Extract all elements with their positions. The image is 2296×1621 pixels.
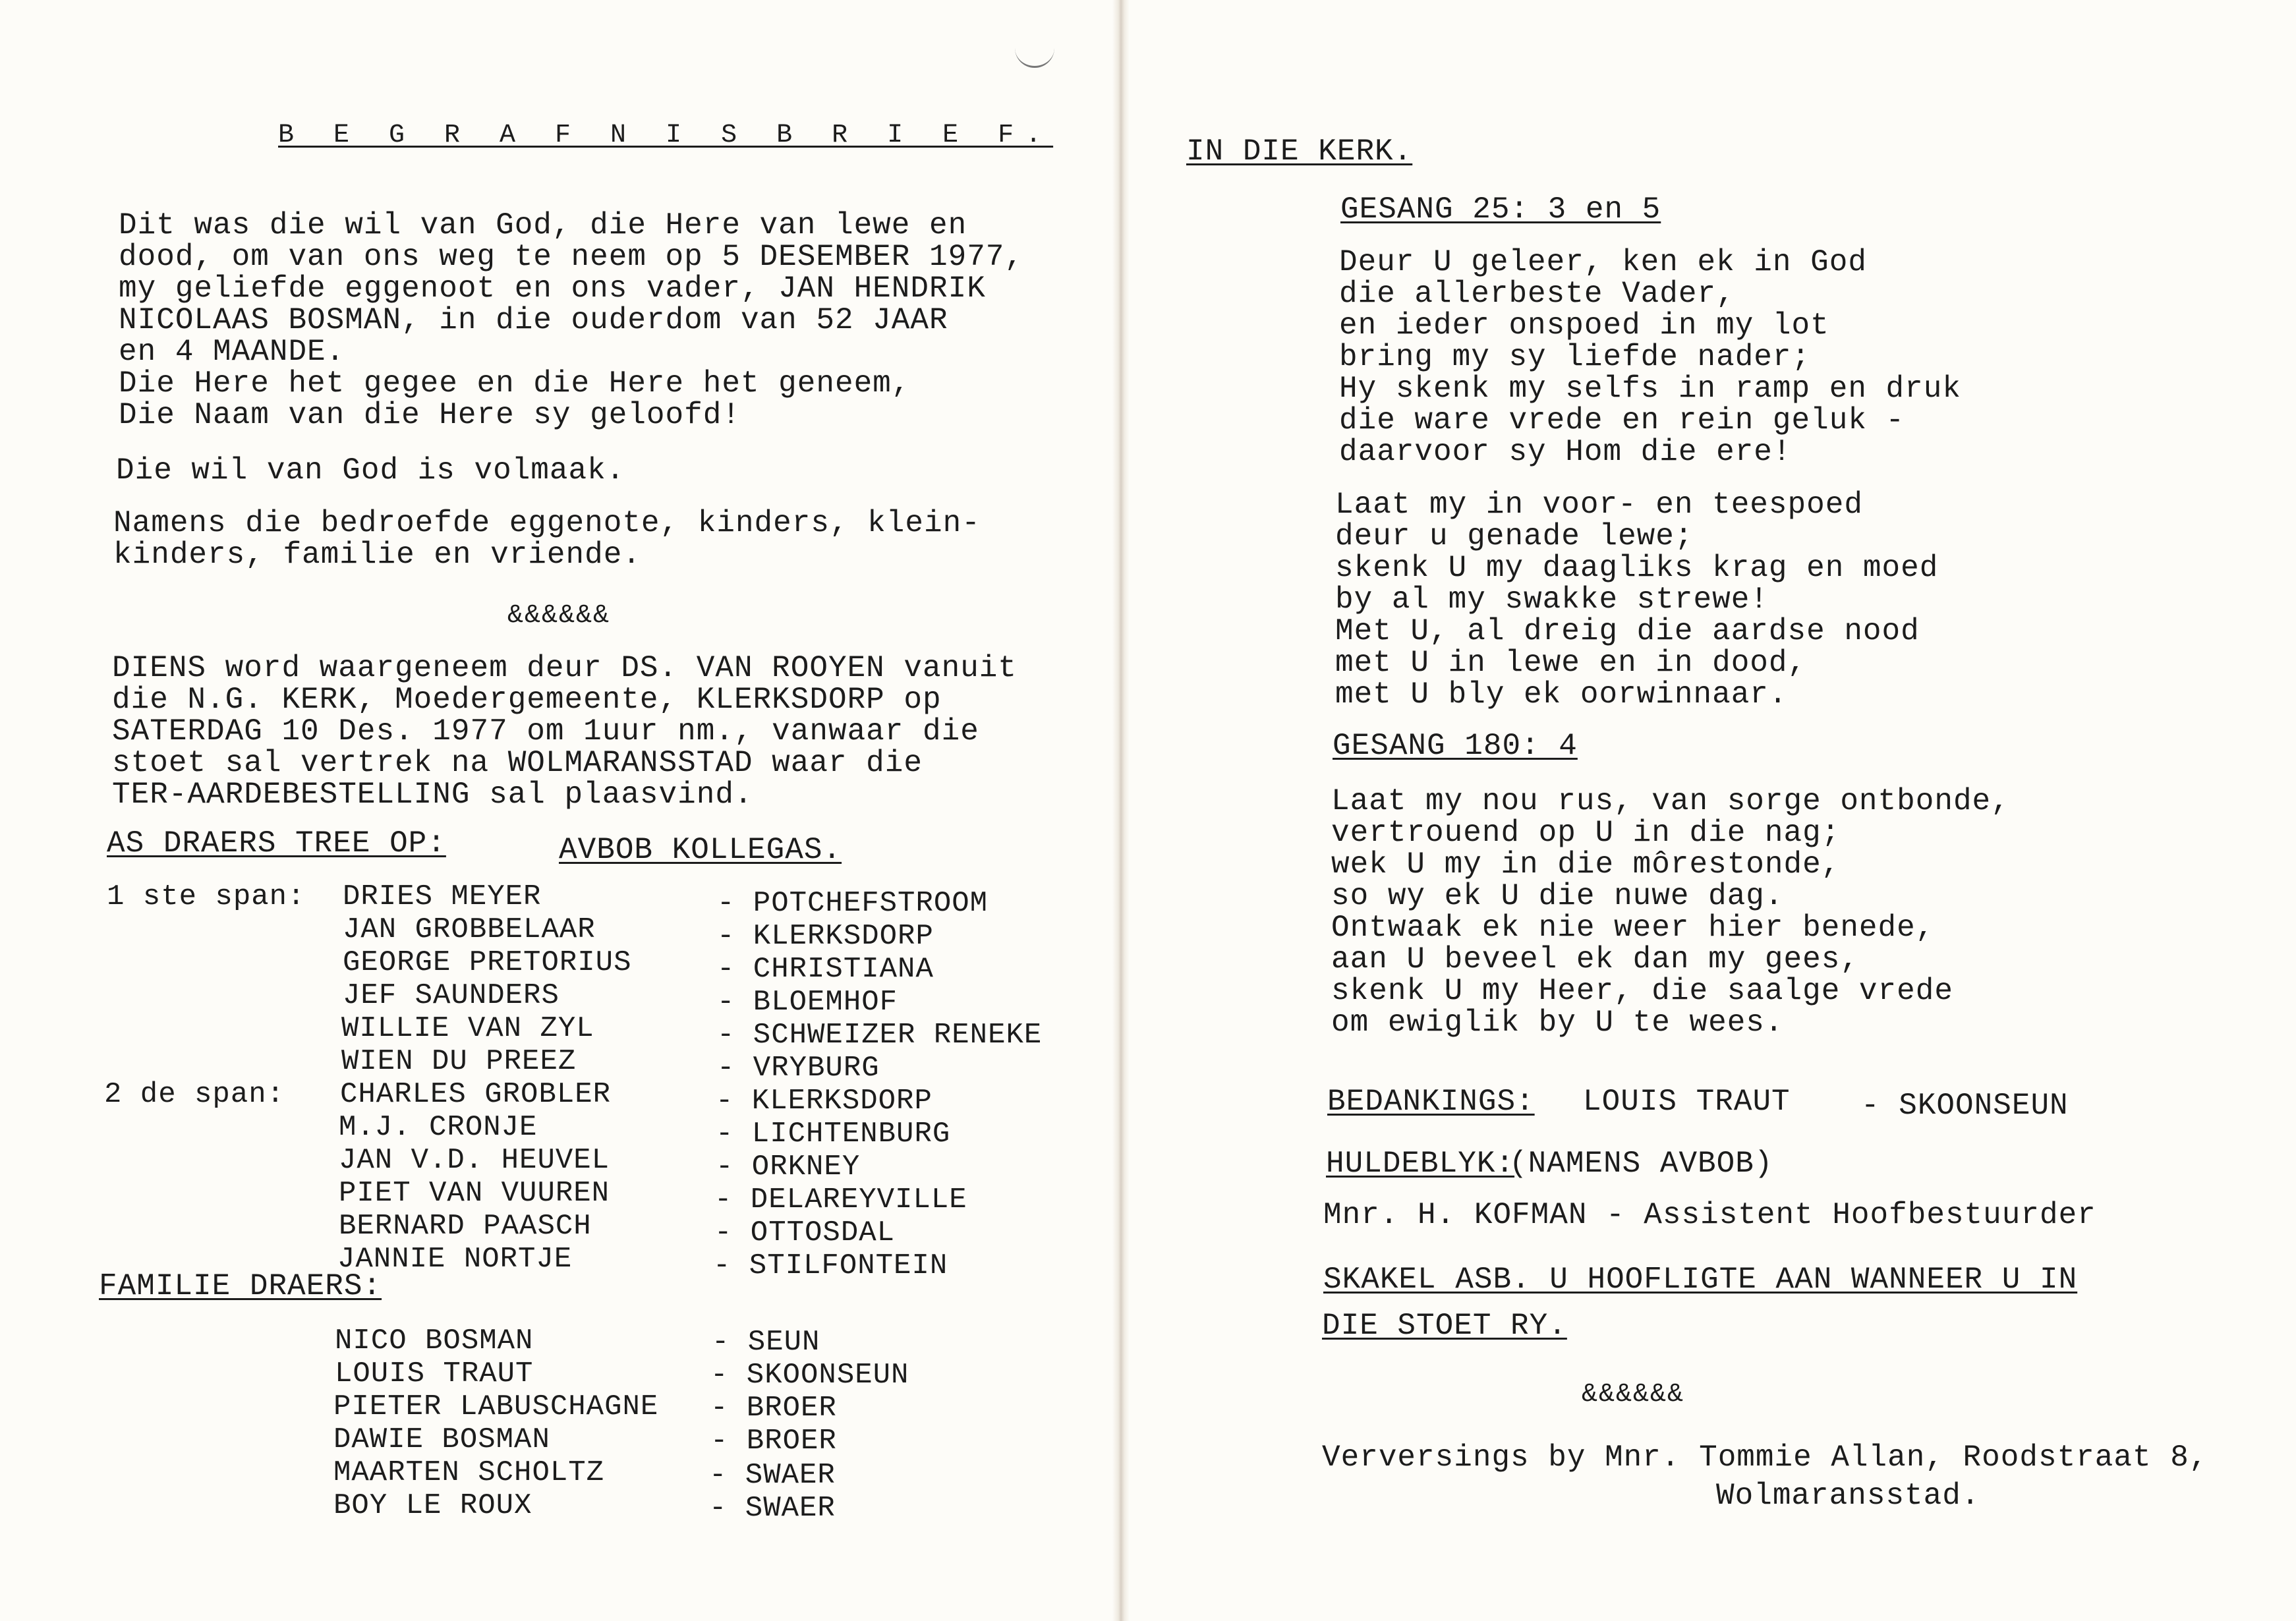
verse-line: skenk U my Heer, die saalge vrede: [1331, 974, 1953, 1008]
pallbearer-name: WIEN DU PREEZ: [341, 1045, 577, 1078]
span2-label: 2 de span:: [104, 1078, 285, 1111]
diens-line: die N.G. KERK, Moedergemeente, KLERKSDORP op: [112, 683, 942, 717]
pallbearer-name: JAN GROBBELAAR: [343, 913, 596, 946]
diens-line: TER-AARDEBESTELLING sal plaasvind.: [112, 778, 753, 812]
gesang1-verse2: [1335, 489, 1938, 710]
intro-line: Dit was die wil van God, die Here van lewe en: [119, 208, 967, 242]
family-bearer-name: PIETER LABUSCHAGNE: [333, 1390, 659, 1423]
verse-line: skenk U my daagliks krag en moed: [1335, 551, 1939, 585]
pallbearer-place: - ORKNEY: [716, 1151, 861, 1183]
family-bearer-relation: - SWAER: [709, 1492, 836, 1525]
familie-heading: FAMILIE DRAERS:: [99, 1269, 382, 1303]
verse-line: wek U my in die môrestonde,: [1331, 847, 1841, 882]
verse-line: Met U, al dreig die aardse nood: [1335, 614, 1920, 648]
family-bearer-name: DAWIE BOSMAN: [333, 1423, 550, 1456]
pallbearer-name: JEF SAUNDERS: [343, 979, 560, 1012]
diens-line: SATERDAG 10 Des. 1977 om 1uur nm., vanwaar die: [112, 714, 979, 749]
pallbearer-place: - CHRISTIANA: [717, 953, 934, 986]
intro-line: dood, om van ons weg te neem op 5 DESEMBER 1977,: [119, 240, 1024, 274]
pallbearer-place: - SCHWEIZER RENEKE: [717, 1019, 1043, 1052]
document-title: B E G R A F N I S B R I E F.: [278, 121, 1054, 150]
verse-line: Laat my in voor- en teespoed: [1335, 488, 1863, 522]
huldeblyk-note: (NAMENS AVBOB): [1509, 1147, 1773, 1181]
family-bearer-name: MAARTEN SCHOLTZ: [333, 1456, 605, 1489]
verse-line: Hy skenk my selfs in ramp en druk: [1339, 372, 1961, 406]
verversings-line-1: Verversings by Mnr. Tommie Allan, Roodstraat 8,: [1322, 1440, 2208, 1475]
intro-line: Die Here het gegee en die Here het geneem,: [119, 366, 911, 401]
verse-line: aan U beveel ek dan my gees,: [1331, 942, 1859, 977]
pallbearer-name: JANNIE NORTJE: [337, 1243, 573, 1276]
verse-line: en ieder onspoed in my lot: [1339, 308, 1829, 343]
gesang1-title: GESANG 25: 3 en 5: [1340, 192, 1661, 227]
family-bearer-name: LOUIS TRAUT: [335, 1357, 534, 1390]
verse-line: vertrouend op U in die nag;: [1331, 816, 1841, 850]
verversings-line-2: Wolmaransstad.: [1716, 1479, 1980, 1513]
skakel-line-2: DIE STOET RY.: [1322, 1309, 1567, 1343]
gesang2-title: GESANG 180: 4: [1333, 729, 1578, 763]
verse-line: by al my swakke strewe!: [1335, 583, 1769, 617]
pallbearer-name: BERNARD PAASCH: [339, 1210, 592, 1243]
pallbearer-place: - DELAREYVILLE: [714, 1183, 967, 1216]
right-page: [1120, 0, 2296, 1621]
intro-paragraph: [119, 210, 1023, 431]
namens-line: Namens die bedroefde eggenote, kinders, klein-: [113, 506, 981, 540]
pallbearer-place: - POTCHEFSTROOM: [717, 887, 989, 920]
pallbearer-place: - STILFONTEIN: [713, 1249, 948, 1282]
intro-line: Die Naam van die Here sy geloofd!: [119, 398, 741, 432]
pallbearer-name: M.J. CRONJE: [339, 1111, 538, 1144]
family-bearer-relation: - SEUN: [712, 1326, 820, 1359]
separator: &&&&&&: [1582, 1380, 1685, 1409]
family-bearer-relation: - BROER: [710, 1425, 837, 1458]
pallbearer-name: GEORGE PRETORIUS: [343, 946, 632, 979]
verse-line: deur u genade lewe;: [1335, 519, 1694, 554]
diens-paragraph: [112, 652, 1017, 810]
pallbearer-place: - OTTOSDAL: [714, 1216, 896, 1249]
kofman-line: Mnr. H. KOFMAN - Assistent Hoofbestuurder: [1323, 1198, 2096, 1232]
verse-line: met U in lewe en in dood,: [1335, 646, 1807, 680]
family-bearer-relation: - SWAER: [709, 1459, 836, 1492]
pallbearer-name: PIET VAN VUUREN: [339, 1177, 610, 1210]
namens-line: kinders, familie en vriende.: [113, 538, 641, 572]
bedankings-relation: - SKOONSEUN: [1861, 1089, 2069, 1123]
bedankings-name: LOUIS TRAUT: [1583, 1085, 1791, 1119]
verse-line: die ware vrede en rein geluk -: [1339, 403, 1905, 438]
pallbearer-place: - VRYBURG: [717, 1052, 880, 1085]
family-bearer-name: NICO BOSMAN: [335, 1324, 534, 1357]
diens-line: stoet sal vertrek na WOLMARANSSTAD waar die: [112, 746, 923, 780]
diens-line: DIENS word waargeneem deur DS. VAN ROOYEN vanuit: [112, 651, 1018, 685]
gesang1-verse1: [1339, 246, 1961, 468]
verse-line: so wy ek U die nuwe dag.: [1331, 879, 1784, 913]
namens-paragraph: [113, 507, 981, 571]
bedankings-label: BEDANKINGS:: [1327, 1085, 1535, 1119]
pallbearer-place: - KLERKSDORP: [716, 1085, 933, 1118]
separator: &&&&&&: [507, 601, 611, 631]
huldeblyk-label: HULDEBLYK:: [1326, 1147, 1515, 1181]
verse-line: daarvoor sy Hom die ere!: [1339, 435, 1792, 469]
skakel-line-1: SKAKEL ASB. U HOOFLIGTE AAN WANNEER U IN: [1323, 1263, 2078, 1297]
intro-line: en 4 MAANDE.: [119, 335, 345, 369]
verse-line: om ewiglik by U te wees.: [1331, 1006, 1784, 1040]
verse-line: Ontwaak ek nie weer hier benede,: [1331, 911, 1935, 945]
pallbearer-name: JAN V.D. HEUVEL: [339, 1144, 610, 1177]
left-page: [0, 0, 1120, 1621]
intro-line: NICOLAAS BOSMAN, in die ouderdom van 52 JAAR: [119, 303, 948, 337]
verse-line: Laat my nou rus, van sorge ontbonde,: [1331, 784, 2010, 818]
family-bearer-relation: - SKOONSEUN: [710, 1359, 909, 1392]
gesang2-verse: [1331, 785, 2010, 1038]
pallbearer-name: CHARLES GROBLER: [340, 1078, 612, 1111]
intro-line: my geliefde eggenoot en ons vader, JAN HENDRIK: [119, 271, 986, 306]
draers-heading: AS DRAERS TREE OP:: [107, 826, 446, 861]
verse-line: met U bly ek oorwinnaar.: [1335, 677, 1788, 712]
church-heading: IN DIE KERK.: [1186, 134, 1413, 169]
family-bearer-relation: - BROER: [710, 1392, 837, 1425]
avbob-heading: AVBOB KOLLEGAS.: [559, 833, 842, 867]
verse-line: Deur U geleer, ken ek in God: [1339, 245, 1867, 279]
pallbearer-name: DRIES MEYER: [343, 880, 542, 913]
family-bearer-name: BOY LE ROUX: [333, 1489, 532, 1522]
pallbearer-place: - BLOEMHOF: [717, 986, 898, 1019]
will-line: Die wil van God is volmaak.: [116, 453, 625, 488]
pallbearer-name: WILLIE VAN ZYL: [341, 1012, 594, 1045]
span1-label: 1 ste span:: [107, 880, 306, 913]
verse-line: die allerbeste Vader,: [1339, 277, 1735, 311]
verse-line: bring my sy liefde nader;: [1339, 340, 1811, 374]
pallbearer-place: - KLERKSDORP: [717, 920, 934, 953]
pallbearer-place: - LICHTENBURG: [716, 1118, 951, 1151]
